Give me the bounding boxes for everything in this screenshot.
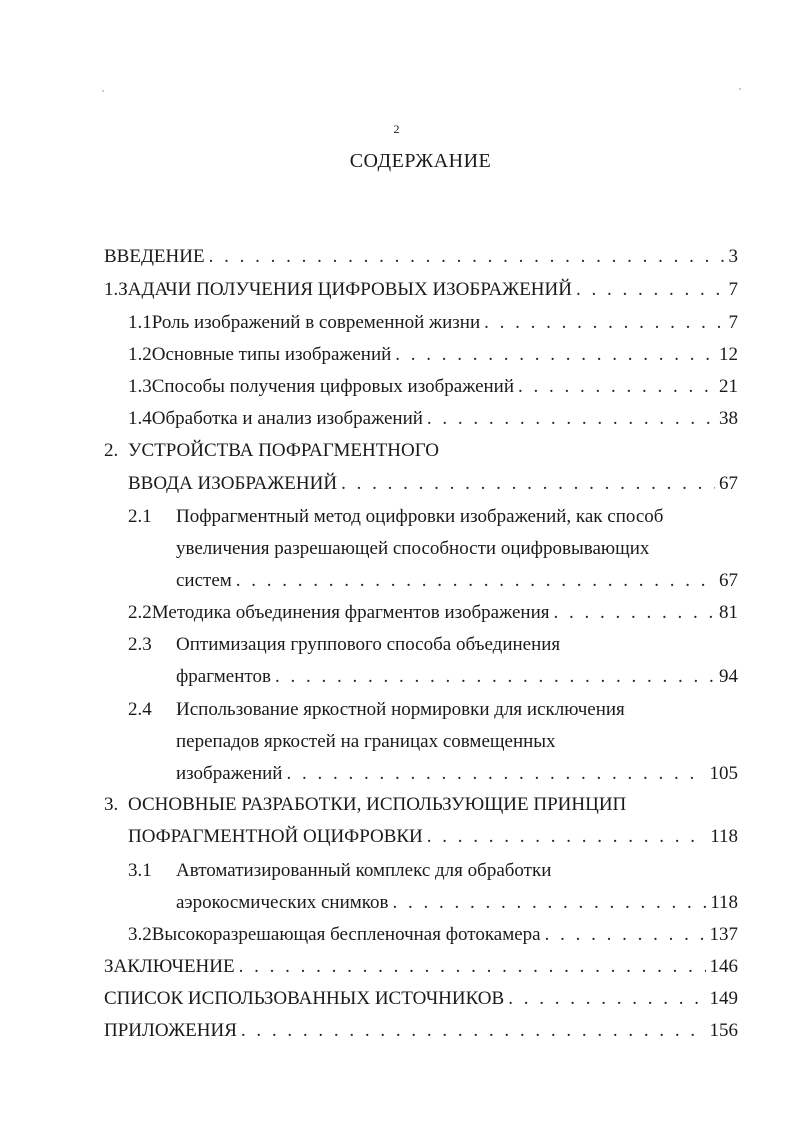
toc-entry-title: ЗАКЛЮЧЕНИЕ — [104, 956, 235, 977]
toc-entry-page: 7 — [728, 312, 738, 333]
toc-entry-title: ПОФРАГМЕНТНОЙ ОЦИФРОВКИ — [128, 826, 423, 847]
toc-entry-title: Пофрагментный метод оцифровки изображений, как способ — [176, 506, 664, 527]
toc-entry-page: 7 — [728, 279, 738, 300]
toc-entry-number: 1.1 — [128, 312, 152, 333]
toc-entry-number: 2.2 — [128, 602, 152, 623]
toc-entry-number: 1.4 — [128, 408, 152, 429]
toc-entry-page: 149 — [709, 988, 738, 1009]
toc-entry-section-1-4 — [128, 408, 738, 434]
toc-entry-chapter-2-continued — [128, 473, 738, 499]
toc-entry-title: Обработка и анализ изображений — [151, 408, 423, 429]
toc-entry-page: 146 — [709, 956, 738, 977]
toc-entry-number: 1. — [104, 279, 119, 300]
toc-entry-chapter-1 — [104, 279, 738, 305]
toc-entry-section-2-3-line-2 — [176, 666, 738, 692]
leader-dots — [427, 408, 715, 430]
toc-entry-number: 1.3 — [128, 376, 152, 397]
toc-entry-number: 2.3 — [128, 634, 152, 655]
toc-entry-title: изображений — [176, 763, 283, 784]
toc-entry-section-2-1-line-3 — [176, 570, 738, 596]
toc-entry-title: ВВОДА ИЗОБРАЖЕНИЙ — [128, 473, 338, 494]
toc-entry-chapter-2 — [104, 440, 439, 462]
toc-entry-appendix — [104, 1020, 738, 1046]
toc-entry-title: СПИСОК ИСПОЛЬЗОВАННЫХ ИСТОЧНИКОВ — [104, 988, 505, 1009]
toc-entry-title: фрагментов — [176, 666, 271, 687]
leader-dots — [209, 246, 725, 268]
toc-entry-page: 81 — [719, 602, 738, 623]
leader-dots — [484, 312, 724, 334]
toc-entry-number: 3. — [104, 794, 119, 815]
toc-entry-page: 12 — [719, 344, 738, 365]
toc-entry-sources — [104, 988, 738, 1014]
toc-entry-page: 118 — [710, 826, 738, 847]
toc-entry-title: Оптимизация группового способа объединения — [176, 634, 561, 655]
scan-speck — [739, 88, 741, 90]
toc-entry-page: 67 — [719, 473, 738, 494]
toc-entry-title: увеличения разрешающей способности оцифровывающих — [176, 538, 650, 559]
leader-dots — [508, 988, 705, 1010]
toc-entry-page: 105 — [709, 763, 738, 784]
toc-entry-page: 156 — [709, 1020, 738, 1041]
toc-entry-number: 2.1 — [128, 506, 152, 527]
toc-entry-title: УСТРОЙСТВА ПОФРАГМЕНТНОГО — [128, 440, 439, 461]
toc-entry-section-3-1-line-2 — [176, 892, 738, 918]
toc-entry-title: Роль изображений в современной жизни — [151, 312, 481, 333]
leader-dots — [393, 892, 707, 914]
toc-entry-section-2-4 — [128, 699, 625, 721]
toc-entry-title: Основные типы изображений — [151, 344, 392, 365]
toc-entry-section-2-4-line-3 — [176, 763, 738, 789]
toc-entry-title: Методика объединения фрагментов изображения — [151, 602, 550, 623]
toc-entry-chapter-3 — [104, 794, 626, 816]
toc-entry-number: 3.2 — [128, 924, 152, 945]
toc-entry-section-2-1-line-2 — [176, 538, 649, 560]
toc-entry-section-2-2 — [128, 602, 738, 628]
leader-dots — [545, 924, 706, 946]
toc-entry-title: Использование яркостной нормировки для исключения — [176, 699, 625, 720]
toc-entry-title: Высокоразрешающая беспленочная фотокамера — [151, 924, 541, 945]
toc-entry-section-1-2 — [128, 344, 738, 370]
toc-entry-page: 67 — [719, 570, 738, 591]
toc-entry-section-3-2 — [128, 924, 738, 950]
leader-dots — [576, 279, 725, 301]
leader-dots — [239, 956, 706, 978]
leader-dots — [286, 763, 705, 785]
toc-entry-number: 3.1 — [128, 860, 152, 881]
leader-dots — [395, 344, 715, 366]
leader-dots — [427, 826, 706, 848]
leader-dots — [554, 602, 716, 624]
toc-entry-introduction — [104, 246, 738, 272]
toc-entry-title: ПРИЛОЖЕНИЯ — [104, 1020, 237, 1041]
toc-entry-title: систем — [176, 570, 232, 591]
toc-entry-page: 118 — [710, 892, 738, 913]
toc-entry-page: 21 — [719, 376, 738, 397]
toc-entry-number: 2. — [104, 440, 119, 461]
toc-entry-page: 137 — [709, 924, 738, 945]
toc-entry-title: аэрокосмических снимков — [176, 892, 389, 913]
toc-entry-page: 3 — [728, 246, 738, 267]
toc-entry-title: ЗАДАЧИ ПОЛУЧЕНИЯ ЦИФРОВЫХ ИЗОБРАЖЕНИЙ — [118, 279, 572, 300]
toc-entry-page: 38 — [719, 408, 738, 429]
toc-entry-title: ВВЕДЕНИЕ — [104, 246, 205, 267]
leader-dots — [236, 570, 715, 592]
toc-entry-title: ОСНОВНЫЕ РАЗРАБОТКИ, ИСПОЛЬЗУЮЩИЕ ПРИНЦИП — [128, 794, 627, 815]
scan-speck — [102, 90, 104, 92]
leader-dots — [241, 1020, 706, 1042]
toc-entry-section-3-1 — [128, 860, 551, 882]
toc-entry-number: 2.4 — [128, 699, 152, 720]
toc-entry-title: Способы получения цифровых изображений — [151, 376, 515, 397]
leader-dots — [518, 376, 715, 398]
toc-entry-title: перепадов яркостей на границах совмещенных — [176, 731, 556, 752]
page-title: СОДЕРЖАНИЕ — [349, 150, 492, 172]
toc-entry-section-2-1 — [128, 506, 663, 528]
toc-entry-section-1-3 — [128, 376, 738, 402]
leader-dots — [275, 666, 715, 688]
leader-dots — [341, 473, 715, 495]
toc-entry-section-2-4-line-2 — [176, 731, 556, 753]
toc-entry-conclusion — [104, 956, 738, 982]
toc-entry-number: 1.2 — [128, 344, 152, 365]
toc-entry-page: 94 — [719, 666, 738, 687]
toc-entry-section-1-1 — [128, 312, 738, 338]
toc-entry-title: Автоматизированный комплекс для обработки — [176, 860, 552, 881]
toc-entry-chapter-3-continued — [128, 826, 738, 852]
toc-entry-section-2-3 — [128, 634, 560, 656]
page-number: 2 — [393, 122, 400, 136]
